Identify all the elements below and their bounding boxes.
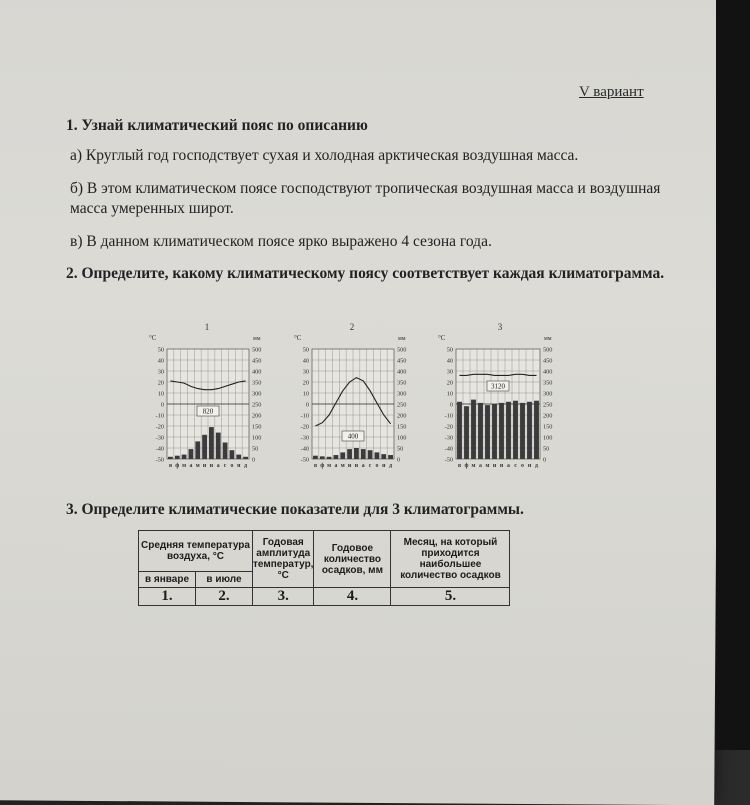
chart-1-tick-right: 350 — [252, 379, 262, 387]
chart-2-precip-bar — [327, 457, 332, 459]
chart-1-precip-bar — [223, 443, 228, 460]
chart-3-precip-bar — [499, 403, 504, 459]
chart-2-month-label: с — [368, 463, 372, 469]
task1-title: 1. Узнай климатический пояс по описанию — [66, 117, 368, 134]
task1-item-b: б) В этом климатическом поясе господствуют тропическая воздушная масса и воздушная масса умеренных широт. — [70, 180, 661, 217]
chart-3-annual-label: 3120 — [491, 382, 505, 391]
chart-1-month-label: ф — [175, 463, 180, 469]
chart-1-month-label: м — [182, 463, 187, 469]
chart-3-month-label: н — [527, 463, 532, 469]
jan-header: в январе — [139, 572, 196, 588]
chart-2-unit-right: мм — [398, 336, 406, 342]
chart-3-title: 3 — [497, 322, 503, 332]
chart-3-tick-right: 300 — [543, 390, 553, 398]
chart-2-precip-bar — [361, 449, 366, 459]
chart-1-month-label: м — [195, 463, 200, 469]
chart-1-month-label: а — [216, 463, 220, 469]
answer-cell-1[interactable]: 1. — [139, 588, 196, 606]
chart-3-precip-bar — [485, 405, 490, 459]
chart-3-month-label: д — [535, 463, 538, 469]
chart-1-tick-left: 0 — [160, 401, 164, 409]
chart-3-month-label: м — [485, 463, 490, 469]
chart-2-tick-right: 50 — [397, 445, 404, 453]
chart-2-month-label: а — [334, 463, 338, 469]
chart-2-precip-bar — [375, 452, 380, 459]
chart-3-tick-right: 500 — [543, 346, 553, 354]
chart-2-tick-left: 10 — [302, 390, 309, 398]
chart-1-tick-right: 250 — [252, 401, 262, 409]
chart-3-precip-bar — [471, 400, 476, 459]
chart-1-tick-left: -40 — [155, 445, 164, 453]
chart-2-tick-right: 250 — [397, 401, 407, 409]
chart-3-tick-right: 100 — [543, 434, 553, 442]
chart-3-month-label: я — [457, 463, 462, 469]
chart-3-unit-left: °C — [438, 334, 446, 342]
chart-3-tick-left: 50 — [446, 346, 453, 354]
chart-2-tick-left: 30 — [302, 368, 309, 376]
avg-temp-header: Средняя температура воздуха, °С — [139, 531, 253, 572]
chart-1-tick-left: 40 — [157, 357, 164, 365]
chart-2-month-label: д — [389, 463, 393, 469]
task2-title: 2. Определите, какому климатическому поясу соответствует каждая климатограмма. — [66, 265, 665, 282]
chart-3-unit-right: мм — [544, 336, 552, 342]
chart-2-tick-right: 100 — [397, 434, 407, 442]
chart-2-precip-bar — [340, 452, 345, 459]
chart-3-month-label: ф — [464, 463, 469, 469]
chart-2-tick-left: 50 — [302, 346, 309, 354]
chart-3-tick-right: 400 — [543, 368, 553, 376]
chart-3-month-label: м — [471, 463, 476, 469]
chart-2-precip-bar — [320, 456, 325, 459]
chart-3-precip-bar — [492, 404, 497, 459]
variant-label: V вариант — [579, 84, 644, 100]
chart-2-month-label: м — [327, 463, 332, 469]
chart-3-precip-bar — [534, 401, 539, 459]
chart-3-tick-right: 50 — [543, 445, 550, 453]
chart-1-unit-left: °C — [149, 334, 157, 342]
chart-2-annual-label: 400 — [347, 432, 359, 441]
chart-1-tick-left: -10 — [155, 412, 164, 420]
chart-3-tick-right: 350 — [543, 379, 553, 387]
chart-1-tick-left: 10 — [157, 390, 164, 398]
chart-2-precip-bar — [388, 455, 393, 459]
chart-1-tick-left: 20 — [157, 379, 164, 387]
chart-3-month-label: и — [499, 463, 504, 469]
chart-2-tick-left: -40 — [300, 445, 309, 453]
chart-2-month-label: м — [340, 463, 345, 469]
chart-3-precip-bar — [520, 403, 525, 459]
chart-2-month-label: и — [347, 463, 352, 469]
jul-header: в июле — [196, 572, 253, 588]
precip-header: Годовое количество осадков, мм — [314, 531, 391, 588]
chart-2-precip-bar — [354, 448, 359, 459]
chart-3-month-label: а — [479, 463, 482, 469]
chart-2-tick-right: 150 — [397, 423, 407, 431]
chart-1-precip-bar — [236, 455, 241, 459]
chart-2-tick-right: 200 — [397, 412, 407, 420]
chart-2-precip-bar — [381, 454, 386, 459]
chart-3-tick-left: 20 — [446, 379, 453, 387]
chart-1-precip-bar — [243, 457, 248, 459]
chart-2-tick-right: 450 — [397, 357, 407, 365]
chart-1-precip-bar — [216, 433, 221, 459]
chart-2-precip-bar — [313, 456, 318, 459]
chart-2-tick-left: -50 — [300, 456, 309, 464]
chart-1-month-label: д — [244, 463, 248, 469]
chart-3-precip-bar — [457, 402, 462, 459]
chart-1-tick-right: 150 — [252, 423, 262, 431]
chart-1-month-label: а — [189, 463, 193, 469]
chart-2-tick-left: -30 — [300, 434, 309, 442]
chart-2-month-label: я — [313, 463, 317, 469]
chart-1-tick-left: 50 — [157, 346, 164, 354]
chart-1-precip-bar — [182, 455, 187, 459]
task1-item-a: а) Круглый год господствует сухая и холодная арктическая воздушная масса. — [70, 147, 579, 164]
chart-1-precip-bar — [168, 457, 173, 459]
answer-cell-4[interactable]: 4. — [314, 588, 391, 606]
chart-3-month-label: о — [521, 463, 524, 469]
chart-1-tick-left: -50 — [155, 456, 164, 464]
chart-1-tick-right: 400 — [252, 368, 262, 376]
chart-1-precip-bar — [195, 441, 200, 459]
chart-1-month-label: и — [202, 463, 207, 469]
chart-1-tick-left: 30 — [157, 368, 164, 376]
chart-1-tick-right: 50 — [252, 445, 259, 453]
answer-cell-5[interactable]: 5. — [391, 588, 510, 606]
chart-2-tick-left: 20 — [302, 379, 309, 387]
chart-1-tick-right: 450 — [252, 357, 262, 365]
chart-1-month-label: н — [237, 463, 241, 469]
chart-2-tick-right: 300 — [397, 390, 407, 398]
chart-2-precip-bar — [334, 455, 339, 459]
chart-1-tick-right: 0 — [252, 456, 256, 464]
chart-1-month-label: с — [223, 463, 227, 469]
chart-1-precip-bar — [175, 456, 180, 459]
chart-1-precip-bar — [209, 427, 214, 459]
max-month-header: Месяц, на который приходится наибольшее количество осадков — [391, 531, 510, 588]
chart-3-month-label: с — [514, 463, 517, 469]
chart-1-month-label: я — [168, 463, 172, 469]
chart-2-tick-left: -20 — [300, 423, 309, 431]
chart-1-tick-right: 100 — [252, 434, 262, 442]
chart-1-precip-bar — [230, 450, 235, 459]
chart-2-tick-right: 0 — [397, 456, 401, 464]
chart-1-annual-label: 820 — [202, 407, 214, 416]
chart-3-tick-right: 200 — [543, 412, 553, 420]
chart-3-tick-left: -10 — [444, 412, 453, 420]
chart-2-month-label: а — [361, 463, 365, 469]
chart-2-precip-bar — [368, 450, 373, 459]
chart-2-title: 2 — [349, 322, 355, 332]
chart-1-title: 1 — [204, 322, 210, 332]
chart-2-tick-left: 40 — [302, 357, 309, 365]
chart-2-tick-right: 350 — [397, 379, 407, 387]
chart-2-unit-left: °C — [294, 334, 302, 342]
chart-2-tick-right: 500 — [397, 346, 407, 354]
chart-3-tick-left: 30 — [446, 368, 453, 376]
chart-1-tick-right: 500 — [252, 346, 262, 354]
chart-2-tick-left: 0 — [305, 401, 309, 409]
chart-1-tick-right: 300 — [252, 390, 262, 398]
chart-2-precip-bar — [347, 449, 352, 459]
chart-3-tick-left: -40 — [444, 445, 453, 453]
chart-3-tick-right: 150 — [543, 423, 553, 431]
chart-3-tick-right: 250 — [543, 401, 553, 409]
chart-3-precip-bar — [506, 402, 511, 459]
amplitude-header: Годовая амплитуда температур, °С — [253, 531, 314, 588]
chart-1-tick-right: 200 — [252, 412, 262, 420]
chart-3-precip-bar — [527, 402, 532, 459]
chart-2-month-label: и — [354, 463, 359, 469]
answer-cell-2[interactable]: 2. — [196, 588, 253, 606]
chart-3-precip-bar — [478, 403, 483, 459]
chart-3-tick-left: 40 — [446, 357, 453, 365]
chart-3-tick-left: -50 — [444, 456, 453, 464]
chart-3-precip-bar — [464, 406, 469, 459]
chart-1-precip-bar — [202, 435, 207, 459]
chart-2-tick-right: 400 — [397, 368, 407, 376]
task3-title: 3. Определите климатические показатели для 3 климатограммы. — [66, 501, 524, 518]
chart-3-month-label: и — [492, 463, 497, 469]
chart-2-month-label: о — [375, 463, 379, 469]
chart-2-month-label: н — [382, 463, 386, 469]
chart-3-tick-left: 0 — [449, 401, 453, 409]
chart-1-precip-bar — [189, 449, 194, 459]
task1-item-c: в) В данном климатическом поясе ярко выражено 4 сезона года. — [70, 233, 492, 250]
chart-3-tick-left: 10 — [446, 390, 453, 398]
chart-3-tick-right: 450 — [543, 357, 553, 365]
chart-3-precip-bar — [513, 401, 518, 459]
chart-1-tick-left: -20 — [155, 423, 164, 431]
chart-3-month-label: а — [507, 463, 510, 469]
chart-1-month-label: и — [209, 463, 214, 469]
chart-1-unit-right: мм — [253, 336, 261, 342]
chart-1-month-label: о — [230, 463, 234, 469]
chart-3-tick-left: -20 — [444, 423, 453, 431]
chart-1-tick-left: -30 — [155, 434, 164, 442]
climate-indicators-table — [138, 530, 510, 606]
chart-2-month-label: ф — [320, 463, 325, 469]
chart-3-tick-right: 0 — [543, 456, 547, 464]
chart-3-tick-left: -30 — [444, 434, 453, 442]
answer-cell-3[interactable]: 3. — [253, 588, 314, 606]
chart-2-tick-left: -10 — [300, 412, 309, 420]
